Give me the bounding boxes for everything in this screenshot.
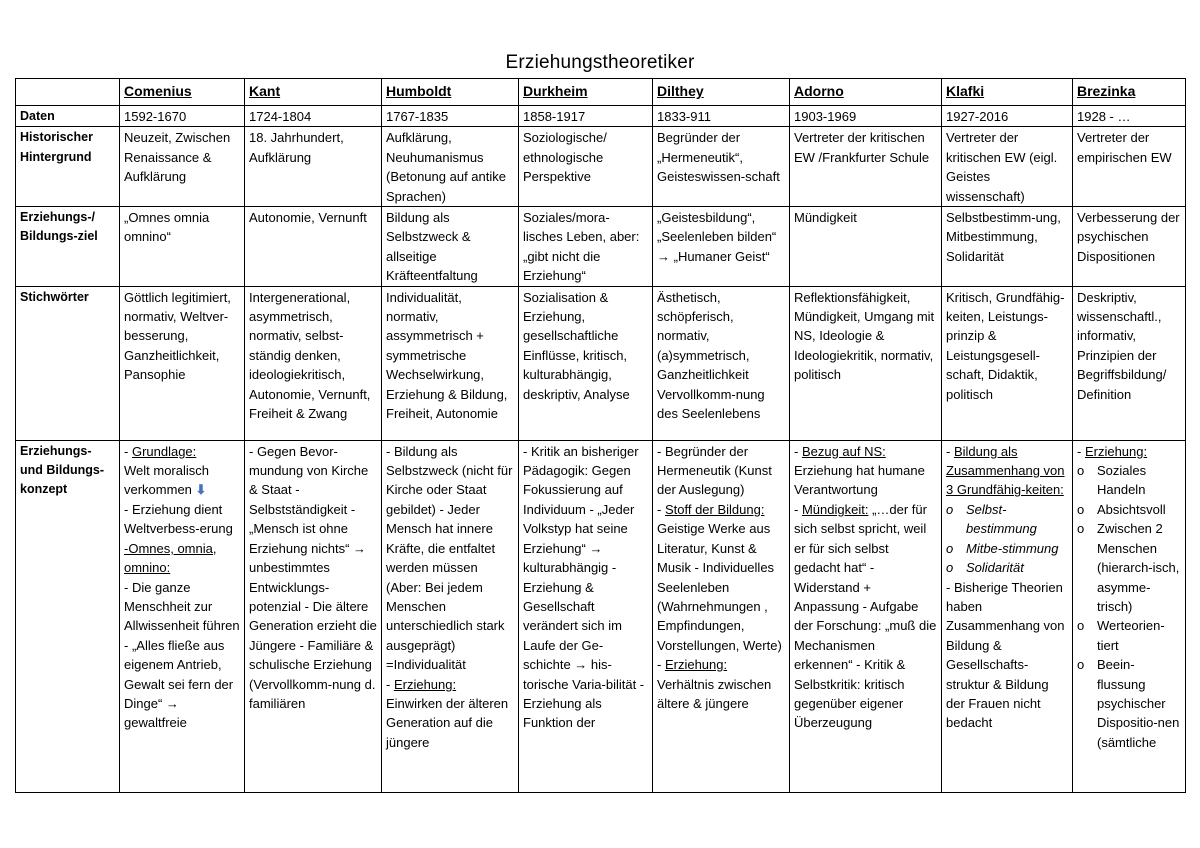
table-cell: Vertreter der empirischen EW [1073,127,1186,207]
header-cell: Brezinka [1073,79,1186,106]
theorist-table [15,78,1186,793]
bullet-icon: o [946,560,954,576]
table-cell: Individualität, normativ, assymmetrisch + symmetrische Wechselwirkung, Erziehung & Bildung, Freiheit, Autonomie [382,286,519,440]
table-cell: 1927-2016 [942,106,1073,127]
table-cell: Vertreter der kritischen EW /Frankfurter Schule [790,127,942,207]
bullet-icon: o [1077,463,1085,479]
table-cell: Autonomie, Vernunft [245,207,382,287]
table-cell: Intergenerational, asymmetrisch, normativ, selbst-ständig denken, ideologiekritisch, Autonomie, Vernunft, Freiheit & Zwang [245,286,382,440]
table-cell: Bildung als Selbstzweck & allseitige Kräfteentfaltung [382,207,519,287]
bullet-icon: o [1077,501,1085,517]
table-cell: - Bezug auf NS: Erziehung hat humane Verantwortung - Mündigkeit: „…der für sich selbst spricht, weil er für sich selbst gedacht hat“ - Widerstand + Anpassung - Aufgabe der Forschung: „muß die Mechanismen erkennen“ - Kritik & Selbstkritik: kritisch gegenüber eigener Überzeugung [790,440,942,792]
table-cell: Vertreter der kritischen EW (eigl. Geistes wissenschaft) [942,127,1073,207]
table-cell: Verbesserung der psychischen Dispositionen [1073,207,1186,287]
row-label: Historischer Hintergrund [16,127,120,207]
table-row [16,286,1186,440]
row-label: Stichwörter [16,286,120,440]
table-row [16,106,1186,127]
arrow-down-icon: ⬇ [195,482,207,498]
table-cell: Göttlich legitimiert, normativ, Weltver-besserung, Ganzheitlichkeit, Pansophie [120,286,245,440]
table-cell: Neuzeit, Zwischen Renaissance & Aufklärung [120,127,245,207]
table-cell: 1858-1917 [519,106,653,127]
table-cell: 1903-1969 [790,106,942,127]
table-cell: - Grundlage: Welt moralisch verkommen ⬇ - Erziehung dient Weltverbess-erung -Omnes, omnia, omnino: - Die ganze Menschheit zur Allwissenheit führen - „Alles fließe aus eigenem Antrieb, Gewalt sei fern der Dinge“ → gewaltfreie [120,440,245,792]
table-cell: 1592-1670 [120,106,245,127]
page-title: Erziehungstheoretiker [505,52,695,73]
header-empty [16,79,120,106]
header-cell: Dilthey [653,79,790,106]
header-cell: Humboldt [382,79,519,106]
table-cell: Selbstbestimm-ung, Mitbestimmung, Solidarität [942,207,1073,287]
table-cell: - Gegen Bevor-mundung von Kirche & Staat - Selbstständigkeit - „Mensch ist ohne Erziehung nichts“ → unbestimmtes Entwicklungs-potenzial - Die ältere Generation erzieht die Jüngere - Familiäre & schulische Erziehung (Vervollkomm-nung d. familiären [245,440,382,792]
table-cell: Deskriptiv, wissenschaftl., informativ, Prinzipien der Begriffsbildung/ Definition [1073,286,1186,440]
header-cell: Comenius [120,79,245,106]
bullet-icon: o [946,501,954,517]
table-cell: Soziales/mora-lisches Leben, aber: „gibt nicht die Erziehung“ [519,207,653,287]
table-cell: Reflektionsfähigkeit, Mündigkeit, Umgang mit NS, Ideologie & Ideologiekritik, normativ, politisch [790,286,942,440]
table-cell: 1724-1804 [245,106,382,127]
header-cell: Kant [245,79,382,106]
table-cell: - Bildung als Selbstzweck (nicht für Kirche oder Staat gebildet) - Jeder Mensch hat innere Kräfte, die entfaltet werden müssen (Aber: Bei jedem Menschen unterschiedlich stark ausgeprägt) =Individualität - Erziehung: Einwirken der älteren Generation auf die jüngere [382,440,519,792]
table-cell: Ästhetisch, schöpferisch, normativ, (a)symmetrisch, Ganzheitlichkeit Vervollkomm-nung des Seelenlebens [653,286,790,440]
table-cell: Kritisch, Grundfähig-keiten, Leistungs-prinzip & Leistungsgesell-schaft, Didaktik, politisch [942,286,1073,440]
bullet-icon: o [946,540,954,556]
header-row [16,79,1186,106]
table-cell: - Kritik an bisheriger Pädagogik: Gegen Fokussierung auf Individuum - „Jeder Volkstyp hat seine Erziehung“ → kulturabhängig - Erziehung & Gesellschaft verändert sich im Laufe der Ge-schichte → his-torische Varia-bilität - Erziehung als Funktion der [519,440,653,792]
row-label: Erziehungs- und Bildungs-konzept [16,440,120,792]
table-cell: Begründer der „Hermeneutik“, Geisteswissen-schaft [653,127,790,207]
header-cell: Durkheim [519,79,653,106]
header-cell: Adorno [790,79,942,106]
header-cell: Klafki [942,79,1073,106]
table-cell: Aufklärung, Neuhumanismus (Betonung auf antike Sprachen) [382,127,519,207]
table-cell: 1767-1835 [382,106,519,127]
bullet-icon: o [1077,521,1085,537]
bullet-icon: o [1077,657,1085,673]
table-cell: 1928 - … [1073,106,1186,127]
table-cell: 18. Jahrhundert, Aufklärung [245,127,382,207]
table-cell: „Omnes omnia omnino“ [120,207,245,287]
table-cell: - Erziehung: o Soziales Handeln o Absichtsvoll o Zwischen 2 Menschen (hierarch-isch, asymme-trisch) o Werteorien-tiert o Beein-flussung psychischer Dispositio-nen (sämtliche [1073,440,1186,792]
table-row [16,207,1186,287]
table-cell: „Geistesbildung“, „Seelenleben bilden“ → „Humaner Geist“ [653,207,790,287]
table-cell: Soziologische/ ethnologische Perspektive [519,127,653,207]
table-row [16,127,1186,207]
bullet-icon: o [1077,618,1085,634]
row-label: Erziehungs-/ Bildungs-ziel [16,207,120,287]
table-cell: 1833-911 [653,106,790,127]
table-cell: Sozialisation & Erziehung, gesellschaftliche Einflüsse, kritisch, kulturabhängig, deskriptiv, Analyse [519,286,653,440]
table-cell: - Bildung als Zusammenhang von 3 Grundfähig-keiten: o Selbst-bestimmung o Mitbe-stimmung o Solidarität - Bisherige Theorien haben Zusammenhang von Bildung & Gesellschafts-struktur & Bildung der Frauen nicht bedacht [942,440,1073,792]
table-cell: Mündigkeit [790,207,942,287]
table-cell: - Begründer der Hermeneutik (Kunst der Auslegung) - Stoff der Bildung: Geistige Werke aus Literatur, Kunst & Musik - Individuelles Seelenleben (Wahrnehmungen , Empfindungen, Vorstellungen, Werte) - Erziehung: Verhältnis zwischen ältere & jüngere [653,440,790,792]
row-label: Daten [16,106,120,127]
table-row [16,440,1186,792]
